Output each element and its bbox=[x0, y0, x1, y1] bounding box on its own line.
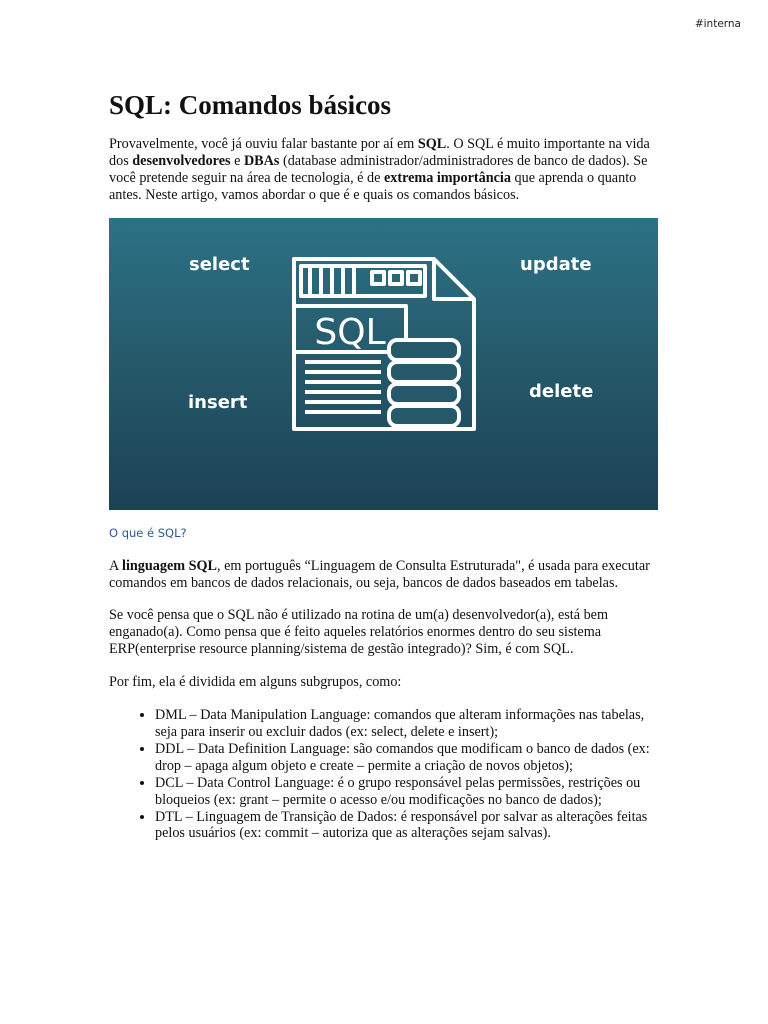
list-item-dcl: • DCL – Data Control Language: é o grupo responsável pelas permissões, restrições ou bloqueios (ex: grant – permite o acesso e/ou modificações no banco de dados); bbox=[155, 775, 661, 809]
banner-label-select: select bbox=[189, 253, 250, 275]
sql-banner-image bbox=[109, 218, 658, 510]
document-page bbox=[109, 88, 661, 842]
banner-label-update: update bbox=[520, 253, 592, 275]
paragraph-subgroups-intro: Por fim, ela é dividida em alguns subgrupos, como: bbox=[109, 674, 402, 691]
intro-bold-importance: extrema importância bbox=[383, 169, 511, 186]
subgroups-list bbox=[109, 707, 661, 842]
banner-label-insert: insert bbox=[188, 391, 248, 413]
list-item-dml: • DML – Data Manipulation Language: comandos que alteram informações nas tabelas, seja para inserir ou excluir dados (ex: select, delete e insert); bbox=[155, 707, 661, 741]
intro-text-1: Provavelmente, você já ouviu falar bastante por aí em bbox=[109, 136, 418, 152]
intro-text-4: (database administrador/administradores de banco de dados). Se você pretende seguir na área de tecnologia, é de bbox=[109, 152, 648, 186]
list-item-dtl: • DTL – Linguagem de Transição de Dados: é responsável por salvar as alterações feitas pelos usuários (ex: commit – autoriza que as alterações sejam salvas). bbox=[155, 809, 661, 843]
intro-text-2: . O SQL é muito importante na vida dos bbox=[109, 136, 650, 169]
intro-bold-developers: desenvolvedores bbox=[132, 152, 231, 169]
intro-bold-sql: SQL bbox=[417, 136, 447, 152]
para1-text-1: A bbox=[109, 557, 123, 574]
para1-bold-language: linguagem SQL bbox=[122, 557, 218, 574]
paragraph-definition bbox=[109, 558, 661, 592]
internal-tag: #interna bbox=[694, 18, 741, 30]
intro-paragraph bbox=[109, 136, 661, 204]
banner-label-delete: delete bbox=[529, 380, 594, 402]
section-heading: O que é SQL? bbox=[109, 525, 187, 540]
intro-bold-dbas: DBAs bbox=[243, 152, 280, 169]
sql-icon-label: SQL bbox=[314, 311, 386, 353]
paragraph-usage: Se você pensa que o SQL não é utilizado na rotina de um(a) desenvolvedor(a), está bem enganado(a). Como pensa que é feito aqueles relatórios enormes dentro do seu sistema ERP(enterprise resource planning/sistema de gestão integrado)? Sim, é com SQL. bbox=[109, 607, 609, 658]
list-item-ddl: • DDL – Data Definition Language: são comandos que modificam o banco de dados (ex: drop – apaga algum objeto e create – permite a criação de novos objetos); bbox=[155, 741, 661, 775]
intro-text-5: que aprenda o quanto antes. Neste artigo, vamos abordar o que é e quais os comandos básicos. bbox=[109, 169, 637, 203]
intro-text-3: e bbox=[230, 152, 244, 169]
para1-text-2: , em português “Linguagem de Consulta Estruturada", é usada para executar comandos em bancos de dados relacionais, ou seja, bancos de dados baseados em tabelas. bbox=[109, 557, 650, 591]
page-title: SQL: Comandos básicos bbox=[109, 90, 392, 120]
sql-document-icon bbox=[291, 256, 477, 432]
